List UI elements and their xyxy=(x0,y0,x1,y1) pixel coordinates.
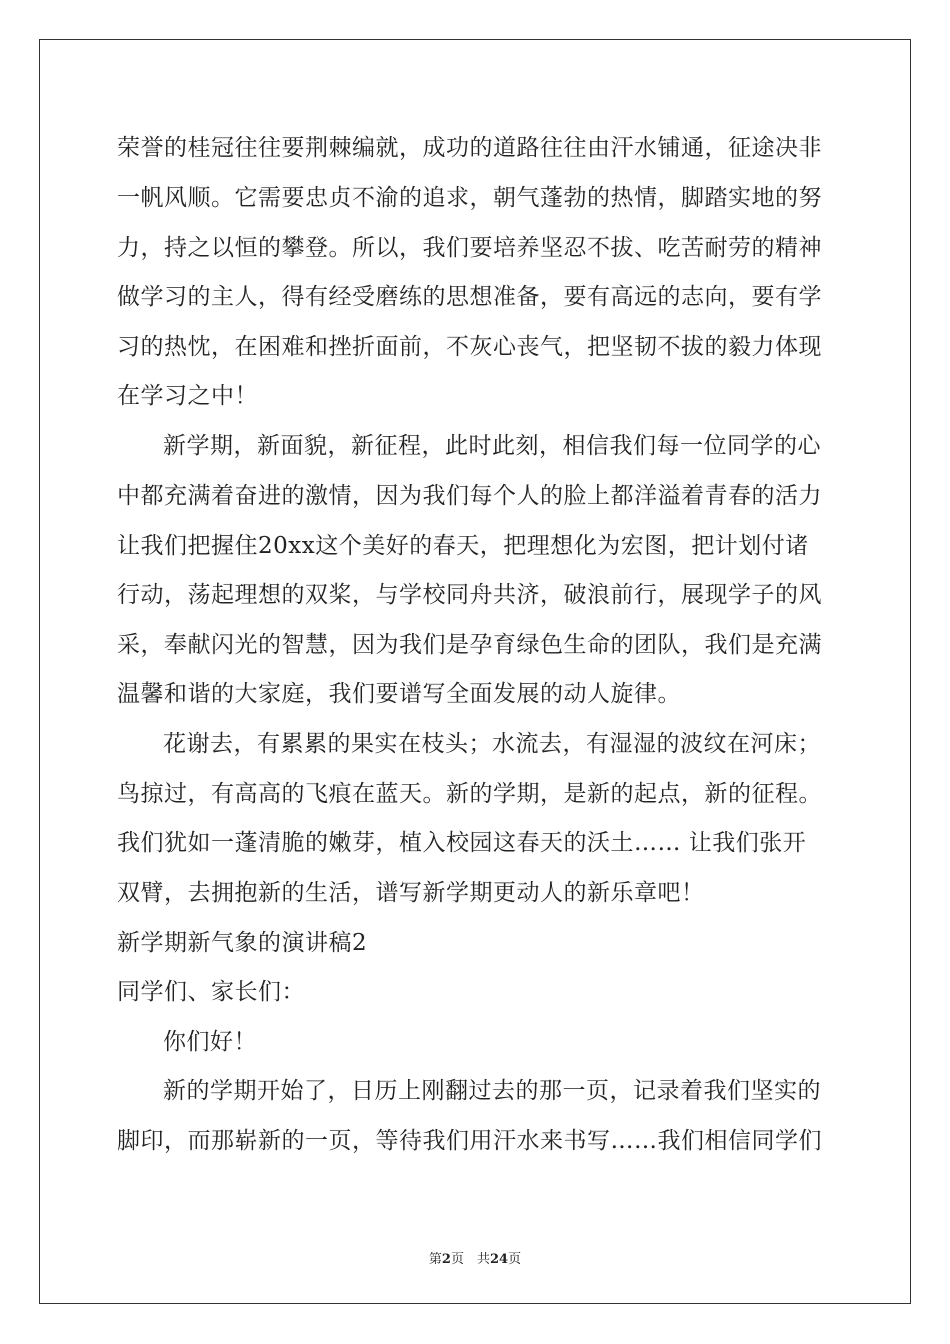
footer-prefix: 第 xyxy=(428,1252,442,1267)
text-line: 让我们把握住20xx这个美好的春天，把理想化为宏图，把计划付诸 xyxy=(117,533,809,559)
footer-middle: 页 共 xyxy=(450,1252,490,1267)
text-line: 中都充满着奋进的激情，因为我们每个人的脸上都洋溢着青春的活力 xyxy=(117,483,822,509)
text-line: 鸟掠过，有高高的飞痕在蓝天。新的学期，是新的起点，新的征程。 xyxy=(117,781,822,807)
total-page-count: 24 xyxy=(489,1252,509,1267)
text-line: 采，奉献闪光的智慧，因为我们是孕育绿色生命的团队，我们是充满 xyxy=(117,632,822,658)
text-line: 脚印，而那崭新的一页，等待我们用汗水来书写……我们相信同学们 xyxy=(117,1128,822,1154)
current-page-number: 2 xyxy=(441,1252,451,1267)
paragraph-first-line: 新的学期开始了，日历上刚翻过去的那一页，记录着我们坚实的 xyxy=(163,1078,821,1104)
greeting: 你们好！ xyxy=(163,1029,257,1055)
text-line: 温馨和谐的大家庭，我们要谱写全面发展的动人旋律。 xyxy=(117,681,681,707)
footer-suffix: 页 xyxy=(508,1252,522,1267)
salutation: 同学们、家长们： xyxy=(117,979,305,1005)
text-line: 行动，荡起理想的双桨，与学校同舟共济，破浪前行，展现学子的风 xyxy=(117,582,822,608)
text-line: 荣誉的桂冠往往要荆棘编就，成功的道路往往由汗水铺通，征途决非 xyxy=(117,135,822,161)
text-line: 做学习的主人，得有经受磨练的思想准备，要有高远的志向，要有学 xyxy=(117,284,822,310)
text-line: 一帆风顺。它需要忠贞不渝的追求，朝气蓬勃的热情，脚踏实地的努 xyxy=(117,185,822,211)
page-footer xyxy=(0,1248,950,1267)
text-line: 在学习之中！ xyxy=(117,383,258,409)
paragraph-first-line: 新学期，新面貌，新征程，此时此刻，相信我们每一位同学的心 xyxy=(163,433,821,459)
section-title: 新学期新气象的演讲稿2 xyxy=(117,930,368,956)
page-border xyxy=(39,39,911,1304)
text-line: 双臂，去拥抱新的生活，谱写新学期更动人的新乐章吧！ xyxy=(117,880,705,906)
text-line: 力，持之以恒的攀登。所以，我们要培养坚忍不拔、吃苦耐劳的精神 xyxy=(117,235,822,261)
text-line: 我们犹如一蓬清脆的嫩芽，植入校园这春天的沃土…… 让我们张开 xyxy=(117,830,807,856)
paragraph-first-line: 花谢去，有累累的果实在枝头；水流去，有湿湿的波纹在河床； xyxy=(163,731,821,757)
text-line: 习的热忱，在困难和挫折面前，不灰心丧气，把坚韧不拔的毅力体现 xyxy=(117,334,822,360)
